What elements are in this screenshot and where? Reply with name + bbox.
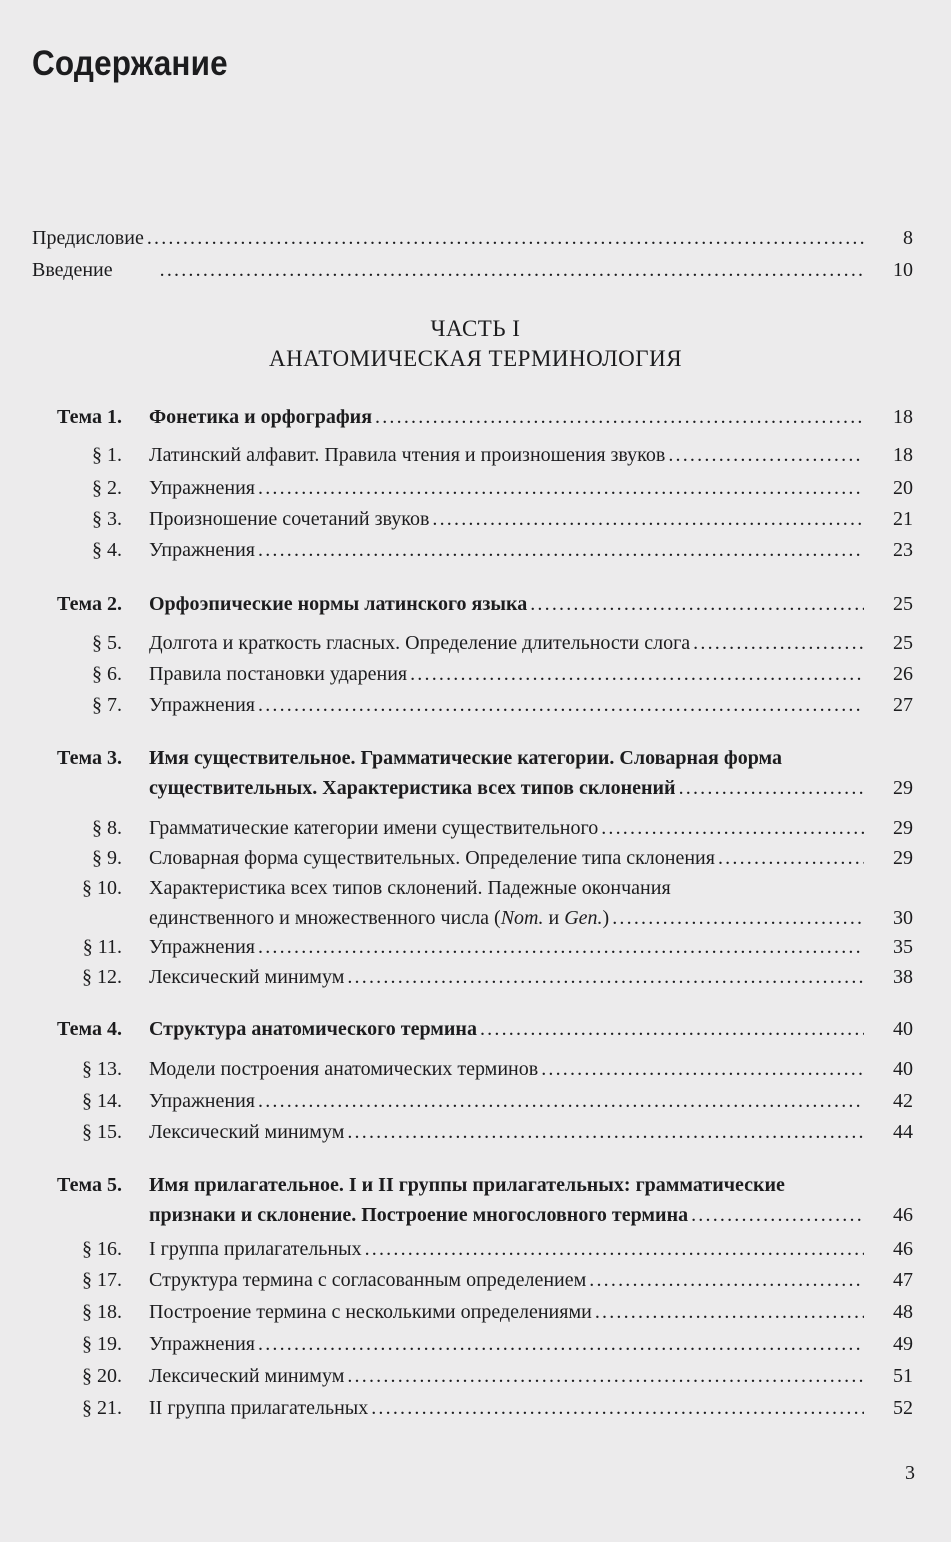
leader-dots [347, 969, 864, 985]
entry-page: 46 [893, 1204, 913, 1226]
section-number: § 18. [82, 1301, 122, 1323]
entry-page: 52 [893, 1397, 913, 1419]
entry-title: Упражнения [149, 539, 255, 561]
toc-topic-entry[interactable] [149, 405, 867, 429]
part-title: АНАТОМИЧЕСКАЯ ТЕРМИНОЛОГИЯ [268, 346, 683, 371]
entry-title: Лексический минимум [149, 1121, 345, 1143]
leader-dots [595, 1304, 864, 1320]
entry-title: Упражнения [149, 936, 255, 958]
leader-dots [160, 262, 864, 278]
entry-page: 29 [893, 817, 913, 839]
section-number: § 3. [92, 508, 122, 530]
entry-page: 51 [893, 1365, 913, 1387]
entry-title: Правила постановки ударения [149, 663, 408, 685]
topic-number: Тема 4. [57, 1018, 122, 1040]
leader-dots [718, 850, 864, 866]
entry-title: Грамматические категории имени существительного [149, 817, 599, 839]
toc-section-entry[interactable] [149, 846, 867, 870]
entry-title: Предисловие [32, 227, 144, 249]
section-number: § 20. [82, 1365, 122, 1387]
case-abbrev: Nom. [500, 907, 544, 929]
page-title: Содержание [32, 44, 228, 83]
entry-title: признаки и склонение. Построение многословного термина [149, 1204, 689, 1226]
toc-section-entry[interactable] [149, 443, 867, 467]
leader-dots [258, 1336, 864, 1352]
toc-section-entry[interactable] [149, 1268, 867, 1292]
section-number: § 12. [82, 966, 122, 988]
entry-page: 18 [893, 406, 913, 428]
entry-title: Упражнения [149, 1333, 255, 1355]
entry-page: 47 [893, 1269, 913, 1291]
topic-number: Тема 5. [57, 1174, 122, 1196]
entry-page: 29 [893, 847, 913, 869]
toc-section-entry[interactable] [149, 1364, 867, 1388]
entry-title: Латинский алфавит. Правила чтения и произношения звуков [149, 444, 666, 466]
toc-section-entry[interactable] [149, 538, 867, 562]
section-number: § 11. [82, 936, 122, 958]
leader-dots [258, 939, 864, 955]
entry-title: Лексический минимум [149, 966, 345, 988]
section-number: § 21. [82, 1397, 122, 1419]
entry-page: 25 [893, 593, 913, 615]
toc-section-entry[interactable] [149, 1057, 867, 1081]
entry-title-line: Имя существительное. Грамматические категории. Словарная форма [149, 747, 783, 769]
entry-title: Орфоэпические нормы латинского языка [149, 593, 528, 615]
entry-title: существительных. Характеристика всех типов склонений [149, 777, 676, 799]
leader-dots [679, 780, 864, 796]
entry-page: 48 [893, 1301, 913, 1323]
section-number: § 7. [92, 694, 122, 716]
section-number: § 5. [92, 632, 122, 654]
leader-dots [601, 820, 864, 836]
section-number: § 2. [92, 477, 122, 499]
section-number: § 9. [92, 847, 122, 869]
toc-topic-entry[interactable] [149, 776, 867, 800]
entry-title: Фонетика и орфография [149, 406, 373, 428]
section-number: § 17. [82, 1269, 122, 1291]
leader-dots [347, 1368, 864, 1384]
leader-dots [258, 480, 864, 496]
toc-entry-preface[interactable] [32, 226, 867, 250]
section-number: § 16. [82, 1238, 122, 1260]
entry-title-line: Имя прилагательное. I и II группы прилагательных: грамматические [149, 1174, 785, 1196]
leader-dots [693, 635, 864, 651]
toc-section-entry[interactable] [149, 1089, 867, 1113]
entry-page: 42 [893, 1090, 913, 1112]
entry-page: 40 [893, 1018, 913, 1040]
entry-page: 35 [893, 936, 913, 958]
entry-title: Лексический минимум [149, 1365, 345, 1387]
section-number: § 10. [82, 877, 122, 899]
leader-dots [410, 666, 864, 682]
entry-page: 8 [903, 227, 913, 249]
leader-dots [530, 596, 864, 612]
toc-section-entry[interactable] [149, 1332, 867, 1356]
entry-title: Модели построения анатомических терминов [149, 1058, 539, 1080]
entry-title: Упражнения [149, 477, 255, 499]
entry-page: 21 [893, 508, 913, 530]
entry-page: 40 [893, 1058, 913, 1080]
case-abbrev: Gen. [564, 907, 603, 929]
entry-title: Упражнения [149, 694, 255, 716]
entry-title: Построение термина с несколькими определениями [149, 1301, 592, 1323]
leader-dots [541, 1061, 864, 1077]
leader-dots [147, 230, 864, 246]
leader-dots [347, 1124, 864, 1140]
toc-section-entry[interactable] [149, 1396, 867, 1420]
section-number: § 6. [92, 663, 122, 685]
entry-title: Долгота и краткость гласных. Определение длительности слога [149, 632, 691, 654]
toc-section-entry[interactable] [149, 906, 867, 930]
entry-title: Упражнения [149, 1090, 255, 1112]
entry-page: 18 [893, 444, 913, 466]
leader-dots [668, 447, 864, 463]
toc-section-entry[interactable] [149, 1120, 867, 1144]
entry-title: Словарная форма существительных. Определение типа склонения [149, 847, 715, 869]
toc-section-entry[interactable] [149, 476, 867, 500]
entry-page: 38 [893, 966, 913, 988]
conjunction: и [543, 907, 565, 929]
entry-page: 10 [893, 259, 913, 281]
topic-number: Тема 2. [57, 593, 122, 615]
leader-dots [480, 1021, 864, 1037]
leader-dots [589, 1272, 864, 1288]
section-number: § 19. [82, 1333, 122, 1355]
topic-number: Тема 1. [57, 406, 122, 428]
toc-section-entry[interactable] [149, 816, 867, 840]
section-number: § 14. [82, 1090, 122, 1112]
entry-page: 46 [893, 1238, 913, 1260]
entry-page: 27 [893, 694, 913, 716]
topic-number: Тема 3. [57, 747, 122, 769]
section-number: § 4. [92, 539, 122, 561]
entry-title: Структура анатомического термина [149, 1018, 477, 1040]
entry-page: 30 [893, 907, 913, 929]
toc-section-entry[interactable] [149, 1237, 867, 1261]
entry-title: Произношение сочетаний звуков [149, 508, 430, 530]
entry-page: 20 [893, 477, 913, 499]
toc-section-entry[interactable] [149, 965, 867, 989]
entry-title: II группа прилагательных [149, 1397, 369, 1419]
toc-topic-entry[interactable] [149, 1203, 867, 1227]
leader-dots [432, 511, 864, 527]
leader-dots [375, 409, 864, 425]
close-paren: ) [602, 907, 610, 929]
leader-dots [258, 542, 864, 558]
toc-entry-introduction[interactable] [32, 258, 867, 282]
page-number: 3 [905, 1462, 915, 1484]
entry-title: Структура термина с согласованным определением [149, 1269, 587, 1291]
toc-section-entry[interactable] [149, 1300, 867, 1324]
entry-title: Введение [32, 259, 113, 281]
entry-page: 25 [893, 632, 913, 654]
leader-dots [365, 1241, 864, 1257]
toc-section-entry[interactable] [149, 662, 867, 686]
toc-topic-entry[interactable] [149, 592, 867, 616]
entry-title: единственного и множественного числа ( [149, 907, 501, 929]
part-label: ЧАСТЬ I [430, 316, 521, 341]
entry-page: 44 [893, 1121, 913, 1143]
leader-dots [258, 1093, 864, 1109]
leader-dots [691, 1207, 864, 1223]
section-number: § 1. [92, 444, 122, 466]
entry-title-line: Характеристика всех типов склонений. Падежные окончания [149, 877, 671, 899]
toc-section-entry[interactable] [149, 507, 867, 531]
toc-section-entry[interactable] [149, 631, 867, 655]
section-number: § 13. [82, 1058, 122, 1080]
entry-page: 23 [893, 539, 913, 561]
entry-page: 29 [893, 777, 913, 799]
toc-topic-entry[interactable] [149, 1017, 867, 1041]
leader-dots [612, 910, 864, 926]
leader-dots [258, 697, 864, 713]
entry-title: I группа прилагательных [149, 1238, 362, 1260]
section-number: § 8. [92, 817, 122, 839]
toc-section-entry[interactable] [149, 935, 867, 959]
entry-page: 26 [893, 663, 913, 685]
toc-section-entry[interactable] [149, 693, 867, 717]
entry-page: 49 [893, 1333, 913, 1355]
section-number: § 15. [82, 1121, 122, 1143]
leader-dots [371, 1400, 864, 1416]
